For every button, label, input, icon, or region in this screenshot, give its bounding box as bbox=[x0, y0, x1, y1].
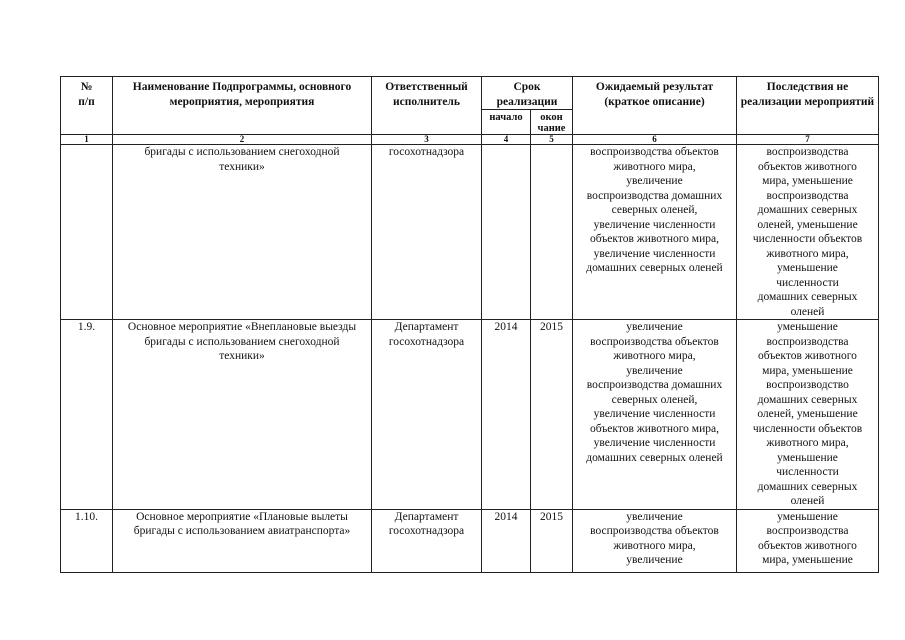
table-row bbox=[61, 320, 879, 510]
term-start bbox=[482, 145, 531, 320]
term-end: 2015 bbox=[531, 320, 573, 510]
column-number: 6 bbox=[573, 135, 737, 145]
executor: Департамент госохотнадзора bbox=[372, 509, 482, 572]
header-term-end: окон чание bbox=[531, 110, 573, 135]
header-number: № п/п bbox=[61, 77, 113, 135]
column-number: 4 bbox=[482, 135, 531, 145]
expected-result: увеличение воспроизводства объектов животного мира, увеличение воспроизводства домашних северных оленей, увеличение численности объектов животного мира, увеличение численности домашних северных оленей bbox=[573, 320, 737, 510]
row-number: 1.10. bbox=[61, 509, 113, 572]
header-executor: Ответственный исполнитель bbox=[372, 77, 482, 135]
header-activity-name: Наименование Подпрограммы, основного мероприятия, мероприятия bbox=[113, 77, 372, 135]
table-row bbox=[61, 509, 879, 572]
column-number: 5 bbox=[531, 135, 573, 145]
consequences: уменьшение воспроизводства объектов животного мира, уменьшение воспроизводство домашних северных оленей, уменьшение численности объектов животного мира, уменьшение численности домашних северных оленей bbox=[737, 320, 879, 510]
executor: госохотнадзора bbox=[372, 145, 482, 320]
consequences: уменьшение воспроизводства объектов животного мира, уменьшение bbox=[737, 509, 879, 572]
expected-result: увеличение воспроизводства объектов животного мира, увеличение bbox=[573, 509, 737, 572]
term-start: 2014 bbox=[482, 320, 531, 510]
executor: Департамент госохотнадзора bbox=[372, 320, 482, 510]
activity-name: Основное мероприятие «Плановые вылеты бригады с использованием авиатранспорта» bbox=[113, 509, 372, 572]
term-start: 2014 bbox=[482, 509, 531, 572]
term-end: 2015 bbox=[531, 509, 573, 572]
activity-name: Основное мероприятие «Внеплановые выезды бригады с использованием снегоходной техники» bbox=[113, 320, 372, 510]
row-number bbox=[61, 145, 113, 320]
column-number: 2 bbox=[113, 135, 372, 145]
header-consequences: Последствия не реализации мероприятий bbox=[737, 77, 879, 135]
term-end bbox=[531, 145, 573, 320]
consequences: воспроизводства объектов животного мира, уменьшение воспроизводства домашних северных оленей, уменьшение численности объектов животного мира, уменьшение численности домашних северных оленей bbox=[737, 145, 879, 320]
column-number: 3 bbox=[372, 135, 482, 145]
activities-table bbox=[60, 76, 879, 573]
column-number: 1 bbox=[61, 135, 113, 145]
header-expected-result: Ожидаемый результат (краткое описание) bbox=[573, 77, 737, 135]
header-term-start: начало bbox=[482, 110, 531, 135]
row-number: 1.9. bbox=[61, 320, 113, 510]
header-term: Срок реализации bbox=[482, 77, 573, 110]
column-number: 7 bbox=[737, 135, 879, 145]
table-row bbox=[61, 145, 879, 320]
expected-result: воспроизводства объектов животного мира, увеличение воспроизводства домашних северных оленей, увеличение численности объектов животного мира, увеличение численности домашних северных оленей bbox=[573, 145, 737, 320]
activity-name: бригады с использованием снегоходной техники» bbox=[113, 145, 372, 320]
